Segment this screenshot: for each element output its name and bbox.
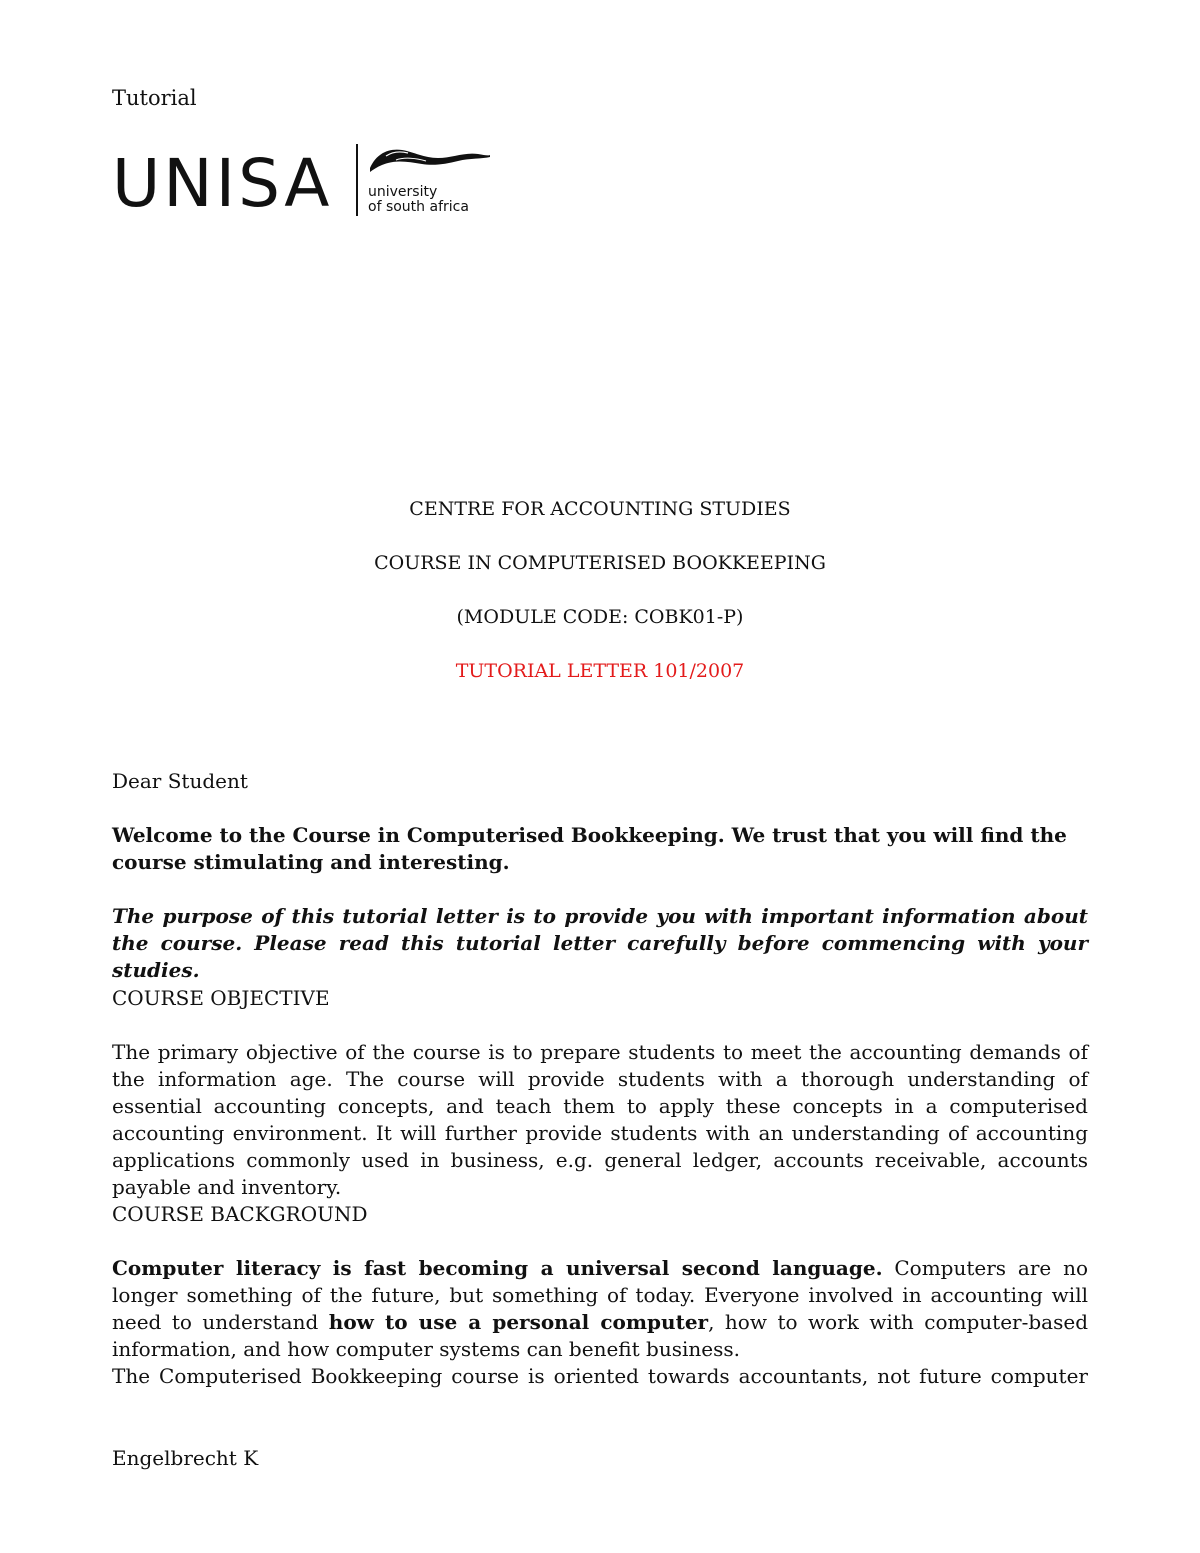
logo-divider <box>356 144 358 216</box>
background-heading: COURSE BACKGROUND <box>112 1202 368 1226</box>
logo-subtitle-line2: of south africa <box>368 199 469 215</box>
module-code: (MODULE CODE: COBK01-P) <box>456 606 744 628</box>
objective-paragraph: The primary objective of the course is to prepare students to meet the accounting demands of the information age. The course will provide students with a thorough understanding of essential accounting concepts, and teach them to apply these concepts in a computerised accounting environment. It will further provide students with an understanding of accounting applications commonly used in business, e.g. general ledger, accounts receivable, accounts payable and inventory. <box>112 1040 1088 1199</box>
background-paragraph <box>112 1255 1088 1363</box>
greeting: Dear Student <box>112 769 248 793</box>
footer-author: Engelbrecht K <box>112 1446 259 1470</box>
logo-wordmark: UNISA <box>112 145 333 222</box>
tutorial-letter-title: TUTORIAL LETTER 101/2007 <box>455 660 745 682</box>
header-label: Tutorial <box>112 86 197 110</box>
logo-subtitle-line1: university <box>368 184 438 200</box>
background-bold-pc: how to use a personal computer <box>328 1310 709 1334</box>
purpose-paragraph: The purpose of this tutorial letter is to provide you with important information about the course. Please read this tutorial letter carefully before commencing with your studies. <box>112 904 1088 982</box>
background-paragraph-2: The Computerised Bookkeeping course is oriented towards accountants, not future computer <box>112 1364 1088 1388</box>
background-text-1: Computers are no longer something of the future, but something of today. Everyone involved in accounting will need to understand <box>112 1256 1088 1334</box>
background-bold-lead: Computer literacy is fast becoming a universal second language. <box>112 1256 883 1280</box>
logo-wave-icon <box>366 142 492 182</box>
logo-subtitle <box>368 185 469 215</box>
unisa-logo <box>112 142 492 222</box>
welcome-paragraph: Welcome to the Course in Computerised Bookkeeping. We trust that you will find the course stimulating and interesting. <box>112 823 1067 874</box>
background-text-2: , how to work with computer-based information, and how computer systems can benefit business. <box>112 1310 1088 1361</box>
centre-title: CENTRE FOR ACCOUNTING STUDIES <box>409 498 791 520</box>
course-title: COURSE IN COMPUTERISED BOOKKEEPING <box>374 552 826 574</box>
objective-heading: COURSE OBJECTIVE <box>112 986 330 1010</box>
